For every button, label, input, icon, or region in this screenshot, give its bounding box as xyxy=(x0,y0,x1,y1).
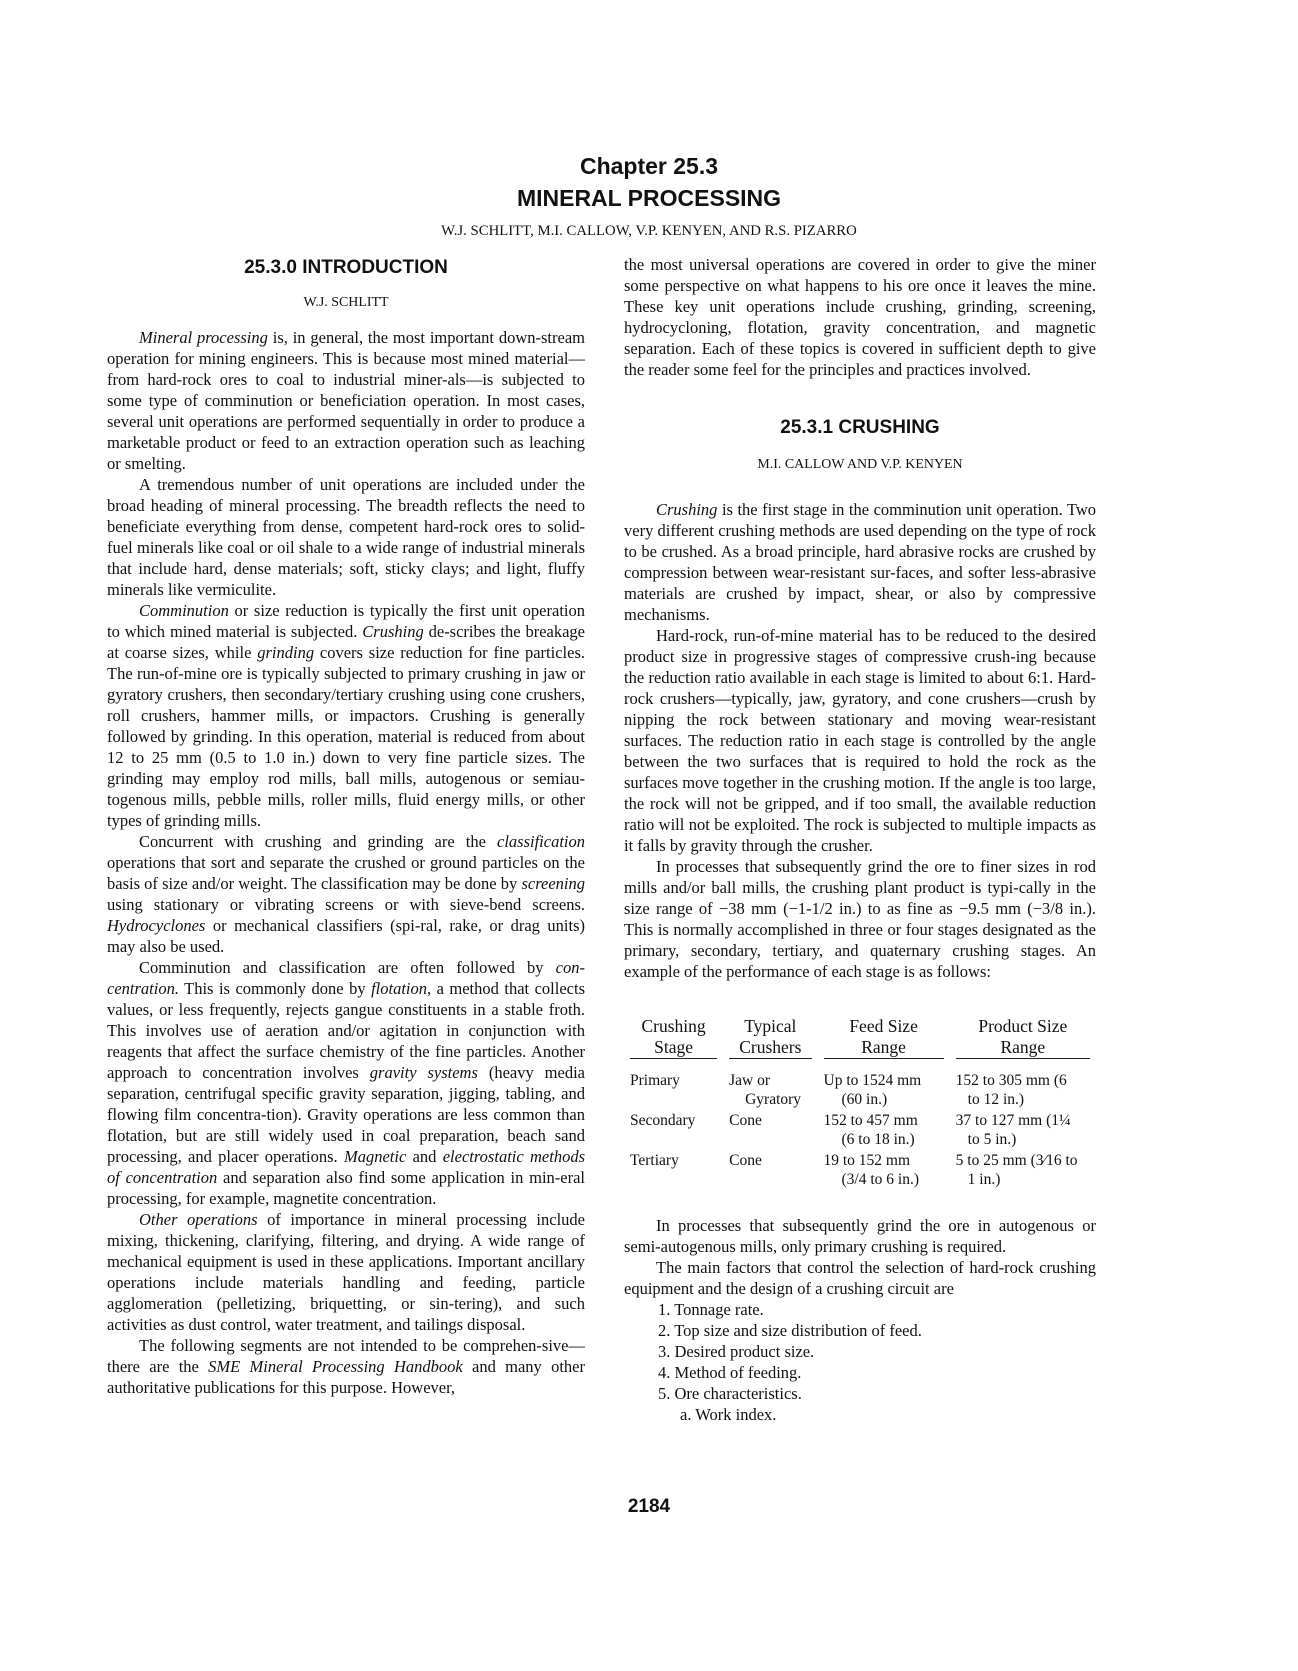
crushing-paragraph: Crushing is the first stage in the comminution unit operation. Two very different crushing methods are used depending on the type of rock to be crushed. As a broad principle, hard abrasive rocks are crushed by compression between wear-resistant sur-faces, and softer less-abrasive materials are crushed by impact, shear, or also by compressive mechanisms. xyxy=(624,500,1096,624)
table-cell: 5 to 25 mm (3⁄16 to 1 in.) xyxy=(955,1152,1078,1188)
table-header-cell: Crushing Stage xyxy=(624,1016,723,1061)
intro-paragraph-continued: the most universal operations are covered in order to give the miner some perspective on what happens to his ore once it leaves the mine. These key unit operations include crushing, grinding, screening, hydrocycloning, flotation, gravity concentration, and magnetic separation. Each of these topics is covered in sufficient depth to give the reader some feel for the principles and practices involved. xyxy=(624,255,1096,379)
intro-paragraph: The following segments are not intended to be comprehen-sive—there are the SME Mineral Processing Handbook and many other authoritative publications for this purpose. However, xyxy=(107,1336,585,1397)
list-item: 5. Ore characteristics. xyxy=(658,1384,802,1403)
table-header-cell: Typical Crushers xyxy=(723,1016,817,1061)
list-item: 3. Desired product size. xyxy=(658,1342,815,1361)
table-cell: 152 to 305 mm (6 to 12 in.) xyxy=(955,1072,1067,1108)
chapter-authors: W.J. SCHLITT, M.I. CALLOW, V.P. KENYEN, AND R.S. PIZARRO xyxy=(441,223,857,239)
table-row xyxy=(624,1109,1096,1149)
list-item: 4. Method of feeding. xyxy=(658,1363,802,1382)
crushing-paragraph: In processes that subsequently grind the ore to finer sizes in rod mills and/or ball mills, the crushing plant product is typi-cally in the size range of −38 mm (−1-1/2 in.) to as fine as −9.5 mm (−3/8 in.). This is normally accomplished in three or four stages designated as the primary, secondary, tertiary, and quaternary crushing stages. An example of the performance of each stage is as follows: xyxy=(624,857,1096,981)
list-item: 2. Top size and size distribution of feed. xyxy=(658,1321,922,1340)
page-number: 2184 xyxy=(627,1496,671,1517)
selection-factors-list xyxy=(624,1299,1096,1425)
table-row xyxy=(624,1061,1096,1109)
crushing-stages-table xyxy=(624,1016,1096,1189)
list-item: 1. Tonnage rate. xyxy=(658,1300,764,1319)
list-subitem: a. Work index. xyxy=(680,1405,777,1424)
table-cell: Up to 1524 mm (60 in.) xyxy=(823,1072,922,1108)
chapter-title: MINERAL PROCESSING xyxy=(516,185,782,211)
crushing-heading: 25.3.1 CRUSHING xyxy=(780,417,940,438)
chapter-number: Chapter 25.3 xyxy=(579,153,719,179)
crushing-paragraph: The main factors that control the selection of hard-rock crushing equipment and the design of a crushing circuit are xyxy=(624,1258,1096,1298)
crushing-paragraph: In processes that subsequently grind the ore in autogenous or semi-autogenous mills, only primary crushing is required. xyxy=(624,1216,1096,1256)
intro-paragraph: Comminution and classification are often followed by con-centration. This is commonly done by flotation, a method that collects values, or less frequently, rejects gangue constituents in a stable froth. This involves use of aeration and/or agitation in conjunction with reagents that affect the surface chemistry of the fine particles. Another approach to concentration involves gravity systems (heavy media separation, centrifugal specific gravity separation, jigging, tabling, and flowing film concentra-tion). Gravity operations are less common than flotation, but are still widely used in coal preparation, beach sand processing, and placer operations. Magnetic and electrostatic methods of concentration and separation also find some application in min-eral processing, for example, magnetite concentration. xyxy=(107,958,585,1208)
table-cell: Primary xyxy=(630,1072,680,1089)
intro-heading: 25.3.0 INTRODUCTION xyxy=(244,257,448,278)
right-column xyxy=(624,254,1096,1425)
table-cell: 37 to 127 mm (1¼ to 5 in.) xyxy=(955,1112,1071,1148)
table-cell: Secondary xyxy=(630,1112,696,1129)
table-header-cell: Product Size Range xyxy=(950,1016,1096,1061)
chapter-header xyxy=(0,150,1298,244)
intro-paragraph: Comminution or size reduction is typically the first unit operation to which mined material is subjected. Crushing de-scribes the breakage at coarse sizes, while grinding covers size reduction for fine particles. The run-of-mine ore is typically subjected to primary crushing in jaw or gyratory crushers, then secondary/tertiary crushing using cone crushers, roll crushers, hammer mills, or impactors. Crushing is generally followed by grinding. In this operation, material is reduced from about 12 to 25 mm (0.5 to 1.0 in.) down to very fine particle sizes. The grinding may employ rod mills, ball mills, autogenous or semiau-togenous mills, pebble mills, roller mills, fluid energy mills, or other types of grinding mills. xyxy=(107,601,585,830)
table-cell: 19 to 152 mm (3/4 to 6 in.) xyxy=(823,1152,919,1188)
crushing-byline: M.I. CALLOW AND V.P. KENYEN xyxy=(757,457,963,472)
table-cell: Cone xyxy=(729,1112,762,1129)
intro-byline: W.J. SCHLITT xyxy=(303,295,389,310)
crushing-paragraph: Hard-rock, run-of-mine material has to be reduced to the desired product size in progressive stages of compressive crush-ing because the reduction ratio available in each stage is limited to about 6:1. Hard-rock crushers—typically, jaw, gyratory, and cone crushers—crush by nipping the rock between stationary and moving wear-resistant surfaces. The reduction ratio in each stage is controlled by the angle between the two surfaces that is required to hold the rock as the surfaces move together in the crushing motion. If the angle is too large, the rock will not be gripped, and if too small, the available reduction ratio will not be exploited. The rock is subjected to multiple impacts as it falls by gravity through the crusher. xyxy=(624,626,1096,855)
intro-paragraph: Mineral processing is, in general, the most important down-stream operation for mining engineers. This is because most mined material—from hard-rock ores to coal to industrial miner-als—is subjected to some type of comminution or beneficiation operation. In most cases, several unit operations are performed sequentially in order to produce a marketable product or feed to an extraction operation such as leaching or smelting. xyxy=(107,328,585,473)
intro-paragraph: Concurrent with crushing and grinding are the classification operations that sort and separate the crushed or ground particles on the basis of size and/or weight. The classification may be done by screening using stationary or vibrating screens or with sieve-bend screens. Hydrocyclones or mechanical classifiers (spi-ral, rake, or drag units) may also be used. xyxy=(107,832,585,956)
table-header-row xyxy=(624,1016,1096,1061)
intro-paragraph: Other operations of importance in mineral processing include mixing, thickening, clarifying, filtering, and drying. A wide range of mechanical equipment is used in these applications. Important ancillary operations include materials handling and feeding, particle agglomeration (pelletizing, briquetting, or sin-tering), and such activities as dust control, water treatment, and tailings disposal. xyxy=(107,1210,585,1334)
table-cell: 152 to 457 mm (6 to 18 in.) xyxy=(823,1112,918,1148)
table-cell: Jaw or Gyratory xyxy=(729,1072,802,1108)
table-header-cell: Feed Size Range xyxy=(818,1016,950,1061)
table-row xyxy=(624,1149,1096,1189)
table-cell: Tertiary xyxy=(630,1152,679,1169)
table-cell: Cone xyxy=(729,1152,762,1169)
left-column xyxy=(107,255,585,1398)
intro-paragraph: A tremendous number of unit operations are included under the broad heading of mineral processing. The breadth reflects the need to beneficiate everything from dense, competent hard-rock ores to solid-fuel minerals like coal or oil shale to a wide range of industrial minerals that include hard, dense materials; soft, sticky clays; and light, fluffy minerals like vermiculite. xyxy=(107,475,585,599)
